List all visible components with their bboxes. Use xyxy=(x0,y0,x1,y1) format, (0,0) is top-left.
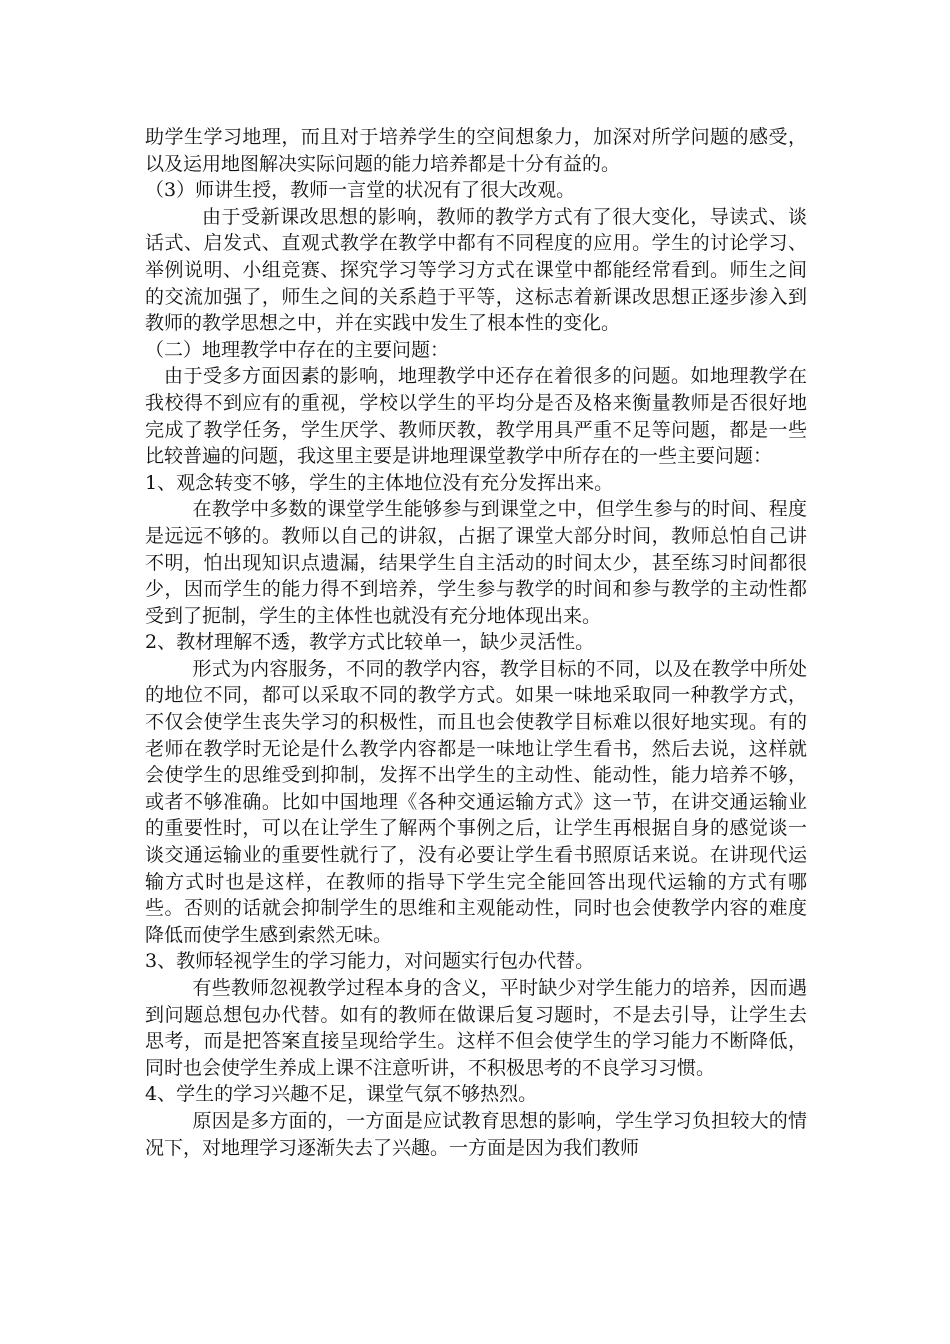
paragraph-6: 有些教师忽视教学过程本身的含义，平时缺少对学生能力的培养，因而遇到问题总想包办代替。如有的教师在做课后复习题时，不是去引导，让学生去思考，而是把答案直接呈现给学生。这样不但会使学生的学习能力不断降低，同时也会使学生养成上课不注意听讲，不积极思考的不良学习习惯。 xyxy=(145,977,807,1079)
problem-heading-2: 2、教材理解不透，教学方式比较单一，缺少灵活性。 xyxy=(145,631,595,654)
problem-heading-4: 4、学生的学习兴趣不足，课堂气氛不够热烈。 xyxy=(145,1083,538,1106)
problem-heading-1: 1、观念转变不够，学生的主体地位没有充分发挥出来。 xyxy=(145,471,614,494)
document-body xyxy=(145,124,807,1161)
section-heading-3: （3）师讲生授，教师一言堂的状况有了很大改观。 xyxy=(145,179,576,202)
paragraph-1: 助学生学习地理，而且对于培养学生的空间想象力，加深对所学问题的感受，以及运用地图解决实际问题的能力培养都是十分有益的。 xyxy=(145,126,807,175)
paragraph-5: 形式为内容服务，不同的教学内容，教学目标的不同，以及在教学中所处的地位不同，都可以采取不同的教学方式。如果一味地采取同一种教学方式，不仅会使学生丧失学习的积极性，而且也会使教学目标难以很好地实现。有的老师在教学时无论是什么教学内容都是一味地让学生看书，然后去说，这样就会使学生的思维受到抑制，发挥不出学生的主动性、能动性，能力培养不够，或者不够准确。比如中国地理《各种交通运输方式》这一节，在讲交通运输业的重要性时，可以在让学生了解两个事例之后，让学生再根据自身的感觉谈一谈交通运输业的重要性就行了，没有必要让学生看书照原话来说。在讲现代运输方式时也是这样，在教师的指导下学生完全能回答出现代运输的方式有哪些。否则的话就会抑制学生的思维和主观能动性，同时也会使教学内容的难度降低而使学生感到索然无味。 xyxy=(145,657,807,946)
problem-heading-3: 3、教师轻视学生的学习能力，对问题实行包办代替。 xyxy=(145,950,595,973)
paragraph-2: 由于受新课改思想的影响，教师的教学方式有了很大变化，导读式、谈话式、启发式、直观式教学在教学中都有不同程度的应用。学生的讨论学习、举例说明、小组竞赛、探究学习等学习方式在课堂中都能经常看到。师生之间的交流加强了，师生之间的关系趋于平等，这标志着新课改思想正逐步渗入到教师的教学思想之中，并在实践中发生了根本性的变化。 xyxy=(145,205,807,335)
paragraph-4: 在教学中多数的课堂学生能够参与到课堂之中，但学生参与的时间、程度是远远不够的。教师以自己的讲叙，占据了课堂大部分时间，教师总怕自己讲不明，怕出现知识点遗漏，结果学生自主活动的时间太少，甚至练习时间都很少，因而学生的能力得不到培养，学生参与教学的时间和参与教学的主动性都受到了扼制，学生的主体性也就没有充分地体现出来。 xyxy=(145,498,807,627)
section-heading-problems: （二）地理教学中存在的主要问题： xyxy=(145,338,450,361)
paragraph-7: 原因是多方面的，一方面是应试教育思想的影响，学生学习负担较大的情况下，对地理学习逐渐失去了兴趣。一方面是因为我们教师 xyxy=(145,1109,807,1159)
paragraph-3: 由于受多方面因素的影响，地理教学中还存在着很多的问题。如地理教学在我校得不到应有的重视，学校以学生的平均分是否及格来衡量教师是否很好地完成了教学任务，学生厌学、教师厌教，教学用具严重不足等问题，都是一些比较普遍的问题，我这里主要是讲地理课堂教学中所存在的一些主要问题： xyxy=(145,365,807,468)
